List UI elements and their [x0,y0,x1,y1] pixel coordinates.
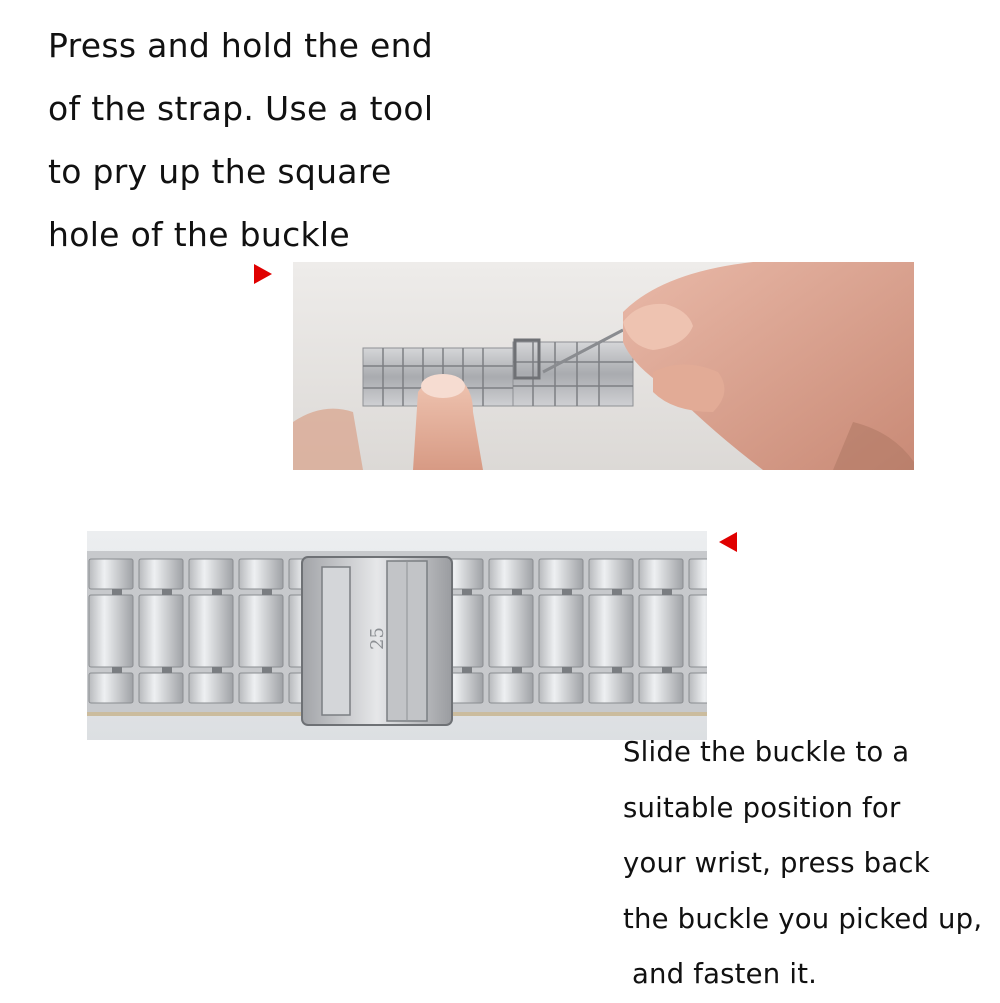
step-2-line-4: the buckle you picked up, [623,902,983,935]
metal-strap-buckle-closeup-photo [87,531,707,740]
red-arrow-left-icon [719,532,737,552]
step-1-line-4: hole of the buckle [48,215,350,254]
step-2-line-3: your wrist, press back [623,847,930,879]
step-1-line-3: to pry up the square [48,152,392,191]
step-1-line-1: Press and hold the end [48,26,434,65]
red-arrow-right-icon [254,264,272,284]
svg-text:25: 25 [367,627,388,650]
hands-prying-buckle-photo [293,262,914,470]
step-2-instructions [623,725,982,1003]
step-1-instructions [48,14,433,266]
step-2-line-5: and fasten it. [623,958,818,990]
step-2-line-1: Slide the buckle to a [623,736,910,768]
step-2-line-2: suitable position for [623,791,901,824]
step-1-line-2: of the strap. Use a tool [48,89,434,128]
